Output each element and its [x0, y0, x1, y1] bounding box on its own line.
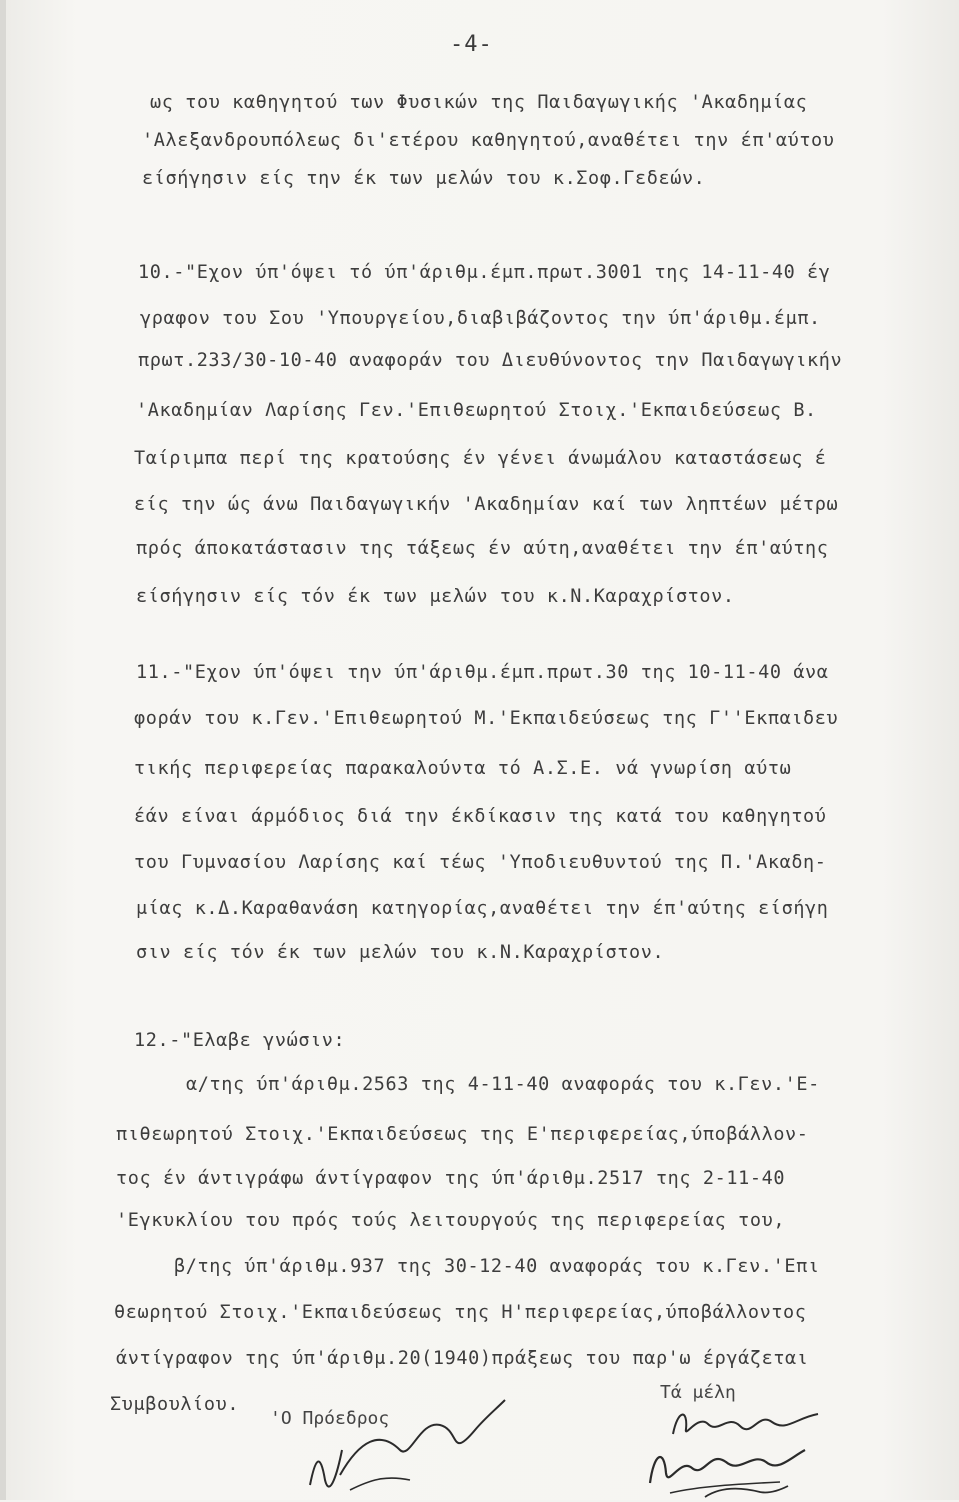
- page-number: -4-: [450, 32, 493, 57]
- page-edge-shadow: [0, 0, 6, 1500]
- text-line: πρωτ.233/30-10-40 αναφοράν του Διευθύνοντος την Παιδαγωγικήν: [138, 350, 843, 371]
- president-signature: [290, 1380, 550, 1500]
- text-line: α/της ύπ'άριθμ.2563 της 4-11-40 αναφοράς του κ.Γεν.'Ε-: [186, 1074, 820, 1095]
- text-line: άντίγραφον της ύπ'άριθμ.20(1940)πράξεως του παρ'ω έργάζεται: [116, 1348, 809, 1369]
- text-line: μίας κ.Δ.Καραθανάση κατηγορίας,αναθέτει την έπ'αύτης είσήγη: [136, 898, 829, 919]
- text-line: 'Αλεξανδρουπόλεως δι'ετέρου καθηγητού,αναθέτει την έπ'αύτου: [142, 130, 835, 151]
- text-line: 11.-"Εχον ύπ'όψει την ύπ'άριθμ.έμπ.πρωτ.30 της 10-11-40 άνα: [136, 662, 829, 683]
- members-label: Τά μέλη: [660, 1382, 736, 1403]
- text-line: του Γυμνασίου Λαρίσης καί τέως 'Υποδιευθυντού της Π.'Ακαδη-: [134, 852, 827, 873]
- text-line: είς την ώς άνω Παιδαγωγικήν 'Ακαδημίαν καί των ληπτέων μέτρω: [134, 494, 839, 515]
- text-line: πρός άποκατάστασιν της τάξεως έν αύτη,αναθέτει την έπ'αύτης: [136, 538, 829, 559]
- text-line: τικής περιφερείας παρακαλούντα τό Α.Σ.Ε. νά γνωρίση αύτω: [134, 758, 792, 779]
- president-label: 'Ο Πρόεδρος: [270, 1408, 390, 1429]
- text-line: γραφον του Σου 'Υπουργείου,διαβιβάζοντος την ύπ'άριθμ.έμπ.: [140, 308, 821, 329]
- text-line: φοράν του κ.Γεν.'Επιθεωρητού Μ.'Εκπαιδεύσεως της Γ''Εκπαιδευ: [134, 708, 839, 729]
- text-line: 'Ακαδημίαν Λαρίσης Γεν.'Επιθεωρητού Στοιχ.'Εκπαιδεύσεως Β.: [136, 400, 817, 421]
- text-line: έάν είναι άρμόδιος διά την έκδίκασιν της κατά του καθηγητού: [134, 806, 827, 827]
- text-line: ως του καθηγητού των Φυσικών της Παιδαγωγικής 'Ακαδημίας: [150, 92, 808, 113]
- text-line: 10.-"Εχον ύπ'όψει τό ύπ'άριθμ.έμπ.πρωτ.3001 της 14-11-40 έγ: [138, 262, 831, 283]
- text-line: Συμβουλίου.: [110, 1394, 240, 1415]
- text-line: 'Εγκυκλίου του πρός τούς λειτουργούς της περιφερείας του,: [116, 1210, 786, 1231]
- text-line: β/της ύπ'άριθμ.937 της 30-12-40 αναφοράς του κ.Γεν.'Επι: [174, 1256, 820, 1277]
- member-signature-3: [700, 1482, 790, 1502]
- text-line: Ταίριμπα περί της κρατούσης έν γένει άνωμάλου καταστάσεως έ: [134, 448, 827, 469]
- text-line: θεωρητού Στοιχ.'Εκπαιδεύσεως της Η'περιφερείας,ύποβάλλοντος: [114, 1302, 807, 1323]
- text-line: είσήγησιν είς την έκ των μελών του κ.Σοφ.Γεδεών.: [142, 168, 706, 189]
- text-line: πιθεωρητού Στοιχ.'Εκπαιδεύσεως της Ε'περιφερείας,ύποβάλλον-: [116, 1124, 809, 1145]
- text-line: είσήγησιν είς τόν έκ των μελών του κ.Ν.Καραχρίστον.: [136, 586, 735, 607]
- text-line: 12.-"Ελαβε γνώσιν:: [134, 1030, 346, 1051]
- text-line: σιν είς τόν έκ των μελών του κ.Ν.Καραχρίστον.: [136, 942, 665, 963]
- text-line: τος έν άντιγράφω άντίγραφον της ύπ'άριθμ.2517 της 2-11-40: [116, 1168, 786, 1189]
